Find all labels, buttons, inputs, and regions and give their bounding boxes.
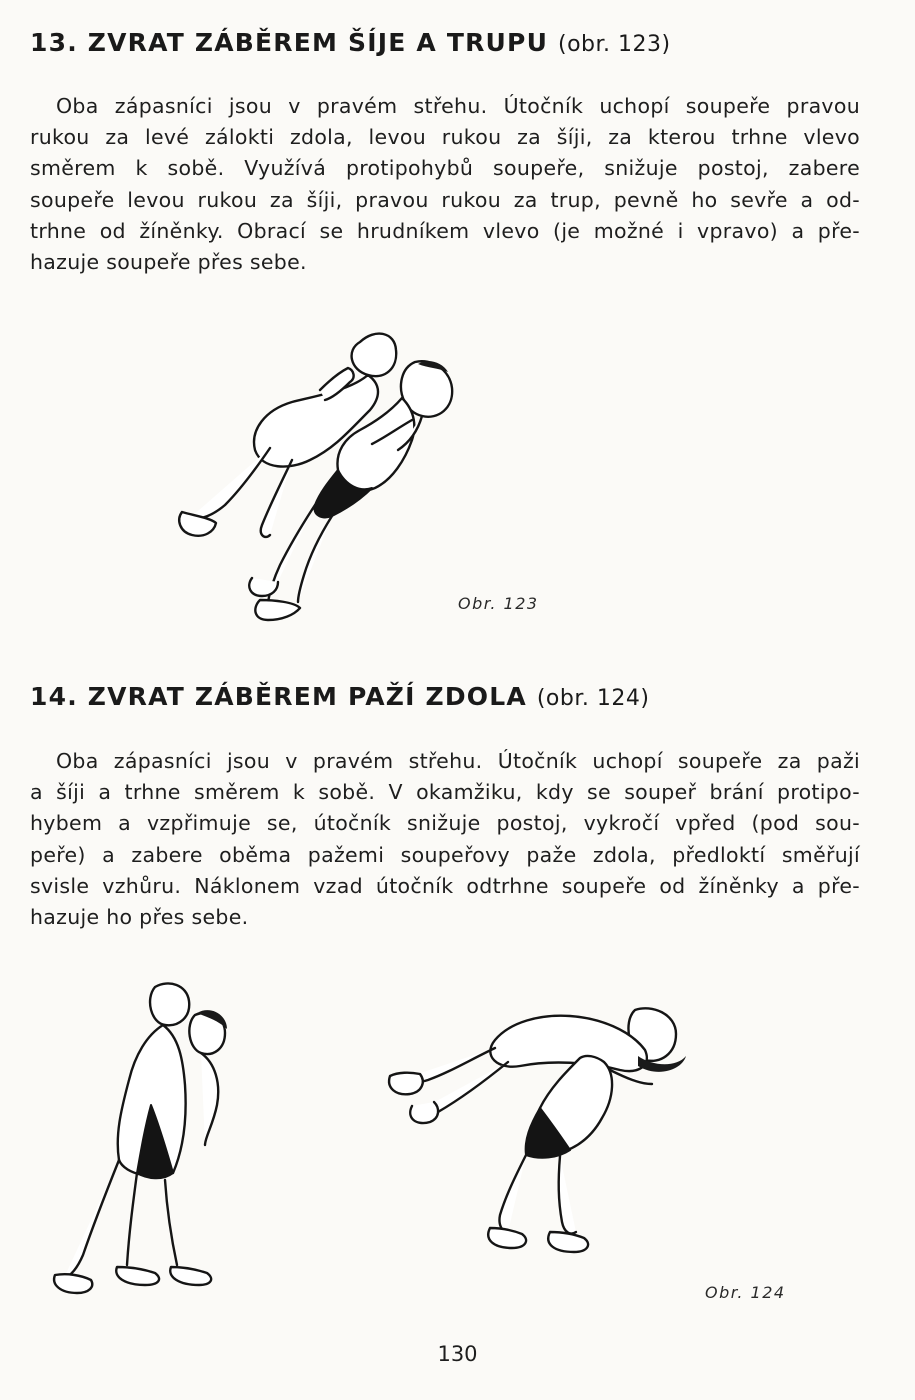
section-13-line: rukou za levé zálokti zdola, levou rukou za šíji, za kterou trhne vlevo bbox=[30, 125, 860, 150]
wrestlers-illustration-icon bbox=[170, 320, 470, 625]
section-13-paragraph bbox=[30, 91, 860, 278]
section-14-line: a šíji a trhne směrem k sobě. V okamžiku, kdy se soupeř brání protipo- bbox=[30, 780, 860, 805]
page-number: 130 bbox=[437, 1342, 478, 1366]
wrestlers-illustration-icon bbox=[55, 975, 245, 1300]
section-14-line: svisle vzhůru. Náklonem vzad útočník odtrhne soupeře od žíněnky a pře- bbox=[30, 873, 860, 898]
section-13-figure-ref: (obr. 123) bbox=[557, 32, 671, 57]
section-14-line: peře) a zabere oběma pažemi soupeřovy paže zdola, předloktí směřují bbox=[30, 842, 860, 867]
section-13-line: směrem k sobě. Využívá protipohybů soupeře, snižuje postoj, zabere bbox=[30, 156, 860, 181]
section-14-line: hazuje ho přes sebe. bbox=[30, 905, 249, 930]
section-13-title: 13. ZVRAT ZÁBĚREM ŠÍJE A TRUPU bbox=[30, 28, 549, 57]
section-13-line: Oba zápasníci jsou v pravém střehu. Útočník uchopí soupeře pravou bbox=[56, 94, 860, 118]
figure-123-caption: Obr. 123 bbox=[458, 594, 539, 613]
section-14-line: hybem a vzpřimuje se, útočník snižuje postoj, vykročí vpřed (pod sou- bbox=[30, 811, 860, 836]
section-13-line: soupeře levou rukou za šíji, pravou rukou za trup, pevně ho sevře a od- bbox=[30, 187, 860, 212]
section-13-line: hazuje soupeře přes sebe. bbox=[30, 250, 307, 275]
section-14-heading bbox=[30, 682, 649, 711]
section-14-title: 14. ZVRAT ZÁBĚREM PAŽÍ ZDOLA bbox=[30, 682, 527, 711]
section-13-line: trhne od žíněnky. Obrací se hrudníkem vlevo (je možné i vpravo) a pře- bbox=[30, 218, 860, 243]
section-14-paragraph bbox=[30, 746, 860, 933]
section-13-heading bbox=[30, 28, 671, 57]
figure-124-caption: Obr. 124 bbox=[705, 1283, 786, 1302]
wrestlers-illustration-icon bbox=[390, 1000, 700, 1260]
section-14-line: Oba zápasníci jsou v pravém střehu. Útočník uchopí soupeře za paži bbox=[56, 749, 860, 773]
section-14-figure-ref: (obr. 124) bbox=[536, 686, 650, 711]
